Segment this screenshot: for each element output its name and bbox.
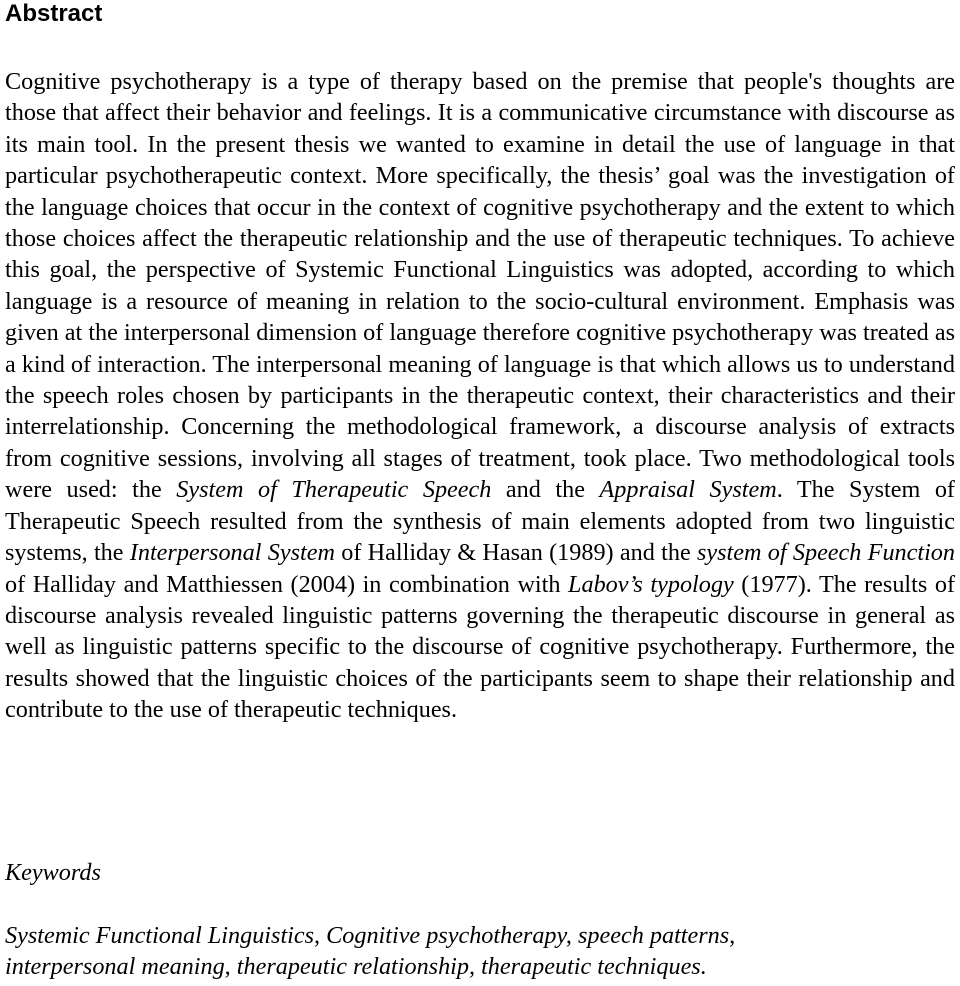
abstract-text-1: Cognitive psychotherapy is a type of therapy based on the premise that people's thoughts are those that affect their behavior and feelings. It is a communicative circumstance with discourse as its main tool. In the present thesis we wanted to examine in detail the use of language in that particular psychotherapeutic context. More specifically, the thesis’ goal was the investigation of the language choices that occur in the context of cognitive psychotherapy and the extent to which those choices affect the therapeutic relationship and the use of therapeutic techniques. To achieve this goal, the perspective of Systemic Functional Linguistics was adopted, according to which language is a resource of meaning in relation to the socio-cultural environment. Emphasis was given at the interpersonal dimension of language therefore cognitive psychotherapy was treated as a kind of interaction. The interpersonal meaning of language is that which allows us to understand the speech roles chosen by participants in the therapeutic context, their characteristics and their interrelationship. Concerning the methodological framework, a discourse analysis of extracts from cognitive sessions, involving all stages of treatment, took place. Two methodological tools were used: the bbox=[5, 68, 955, 504]
system-of-speech-function-term: system of Speech Function bbox=[696, 539, 955, 567]
abstract-text-5: of Halliday and Matthiessen (2004) in combination with bbox=[5, 570, 569, 598]
abstract-text-3: . The System of Therapeutic Speech resulted from the synthesis of main elements adopted from two linguistic systems, the bbox=[5, 476, 955, 567]
abstract-heading: Abstract bbox=[5, 0, 103, 27]
interpersonal-system-term: Interpersonal System bbox=[129, 539, 335, 567]
appraisal-system-term: Appraisal System bbox=[599, 476, 777, 504]
keywords-heading: Keywords bbox=[5, 859, 101, 886]
abstract-text-6: (1977). The results of discourse analysis revealed linguistic patterns governing the therapeutic discourse in general as well as linguistic patterns specific to the discourse of cognitive psychotherapy. Furthermore, the results showed that the linguistic choices of the participants seem to shape their relationship and contribute to the use of therapeutic techniques. bbox=[5, 570, 955, 724]
abstract-text-2: and the bbox=[491, 476, 600, 504]
keywords-list bbox=[5, 920, 945, 982]
labov-typology-term: Labov’s typology bbox=[568, 570, 734, 598]
system-of-therapeutic-speech-term: System of Therapeutic Speech bbox=[176, 476, 492, 504]
abstract-text-4: of Halliday & Hasan (1989) and the bbox=[334, 539, 697, 567]
abstract-paragraph bbox=[5, 66, 955, 726]
keywords-line: interpersonal meaning, therapeutic relationship, therapeutic techniques. bbox=[5, 953, 707, 980]
keywords-line: Systemic Functional Linguistics, Cognitive psychotherapy, speech patterns, bbox=[5, 922, 736, 949]
